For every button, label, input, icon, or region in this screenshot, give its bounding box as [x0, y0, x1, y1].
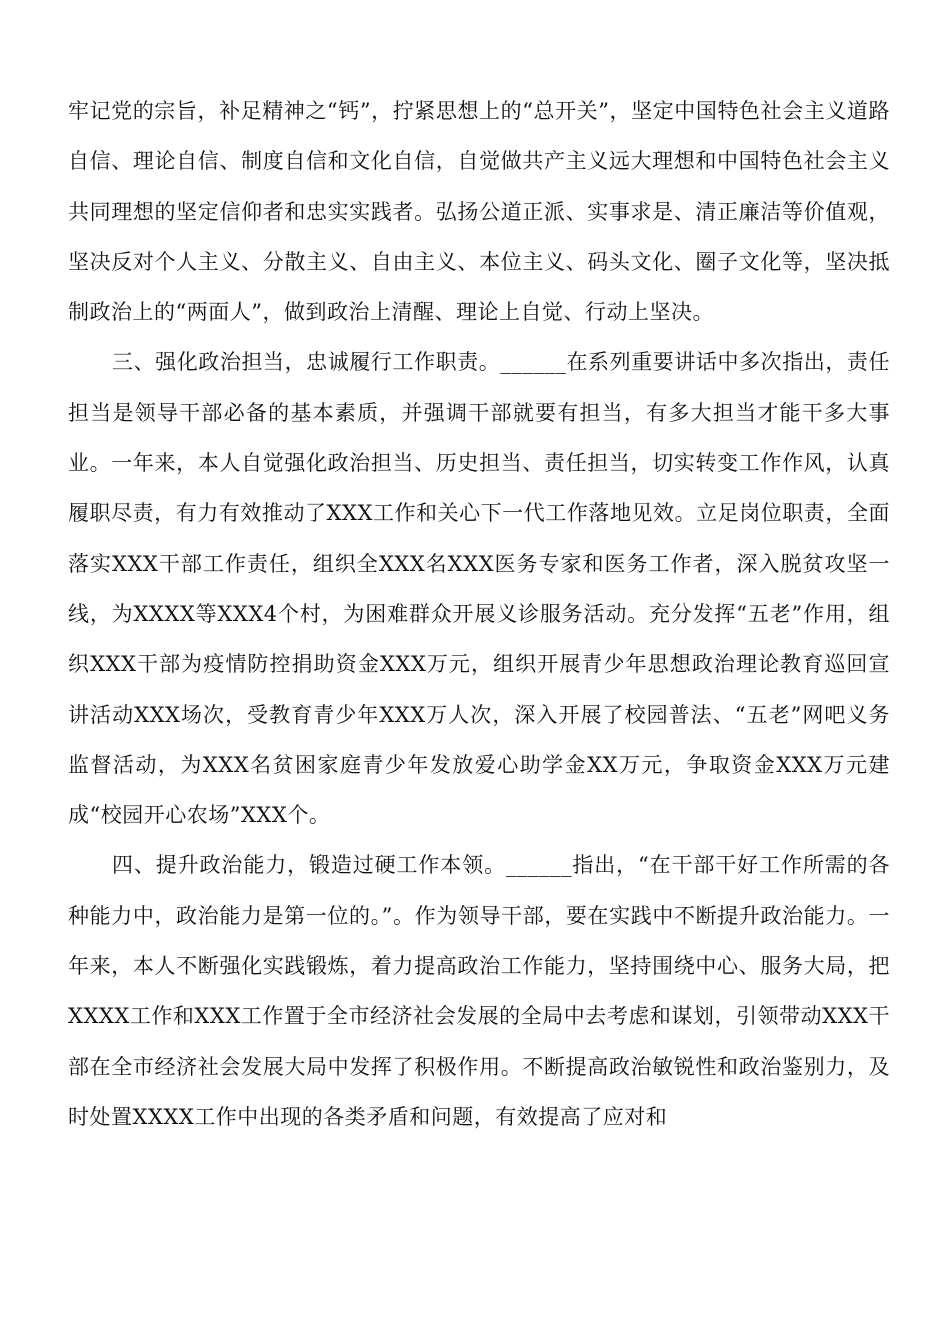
paragraph-section-four: 四、提升政治能力，锻造过硬工作本领。______指出，“在干部干好工作所需的各种能力中，政治能力是第一位的。”。作为领导干部，要在实践中不断提升政治能力。一年来，本人不断强化实践锻炼，着力提高政治工作能力，坚持围绕中心、服务大局，把XXXX工作和XXX工作置于全市经济社会发展的全局中去考虑和谋划，引领带动XXX干部在全市经济社会发展大局中发挥了积极作用。不断提高政治敏锐性和政治鉴别力，及时处置XXXX工作中出现的各类矛盾和问题，有效提高了应对和 — [68, 853, 890, 1129]
document-page — [68, 86, 890, 1142]
paragraph-continuation: 牢记党的宗旨，补足精神之“钙”，拧紧思想上的“总开关”，坚定中国特色社会主义道路自信、理论自信、制度自信和文化自信，自觉做共产主义远大理想和中国特色社会主义共同理想的坚定信仰者和忠实实践者。弘扬公道正派、实事求是、清正廉洁等价值观，坚决反对个人主义、分散主义、自由主义、本位主义、码头文化、圈子文化等，坚决抵制政治上的“两面人”，做到政治上清醒、理论上自觉、行动上坚决。 — [68, 99, 890, 325]
paragraph-section-three: 三、强化政治担当，忠诚履行工作职责。______在系列重要讲话中多次指出，责任担当是领导干部必备的基本素质，并强调干部就要有担当，有多大担当才能干多大事业。一年来，本人自觉强化政治担当、历史担当、责任担当，切实转变工作作风，认真履职尽责，有力有效推动了XXX工作和关心下一代工作落地见效。立足岗位职责，全面落实XXX干部工作责任，组织全XXX名XXX医务专家和医务工作者，深入脱贫攻坚一线，为XXXX等XXX4个村，为困难群众开展义诊服务活动。充分发挥“五老”作用，组织XXX干部为疫情防控捐助资金XXX万元，组织开展青少年思想政治理论教育巡回宣讲活动XXX场次，受教育青少年XXX万人次，深入开展了校园普法、“五老”网吧义务监督活动，为XXX名贫困家庭青少年发放爱心助学金XX万元，争取资金XXX万元建成“校园开心农场”XXX个。 — [68, 350, 890, 828]
